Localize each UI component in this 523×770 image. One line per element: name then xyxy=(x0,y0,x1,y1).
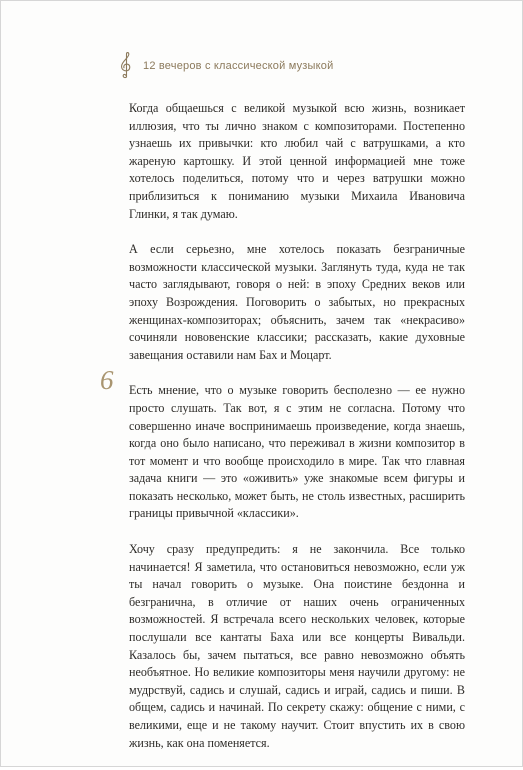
paragraph: Хочу сразу предупредить: я не закончила. Все только начинается! Я заметила, что остановиться невозможно, если уж ты начал говорить о музыке. Она поистине бездонна и безгранична, в отличие от наших очень ограниченных возможностей. Я встречала всего нескольких человек, которые послушали все кантаты Баха или все концерты Вивальди. Казалось бы, зачем пытаться, все равно невозможно объять необъятное. Но великие композиторы меня научили другому: не мудрствуй, садись и слушай, садись и играй, садись и пиши. В общем, садись и начинай. По секрету скажу: общение с ними, с великими, еще и не такому научит. Стоит впустить их в свою жизнь, как она поменяется. xyxy=(129,542,465,750)
treble-clef-icon xyxy=(119,51,133,79)
running-header-title: 12 вечеров с классической музыкой xyxy=(143,60,334,72)
paragraph: Есть мнение, что о музыке говорить бесполезно — ее нужно просто слушать. Так вот, я с этим не согласна. Потому что совершенно иначе воспринимаешь произведение, когда знаешь, когда оно было написано, что переживал в жизни композитор в тот момент и что вообще происходило в мире. Так что главная задача книги — это «оживить» уже знакомые всем фигуры и показать несколько, может быть, не столь известных, расширить границы привычной «классики». xyxy=(129,383,465,521)
page-number: 6 xyxy=(100,365,114,395)
paragraph: Когда общаешься с великой музыкой всю жизнь, возникает иллюзия, что ты лично знаком с композиторами. Постепенно узнаешь их привычки: кто любил чай с ватрушками, а кто жареную картошку. И этой ценной информацией мне тоже хотелось поделиться, потому что и через ватрушки можно приблизиться к пониманию музыки Михаила Ивановича Глинки, я так думаю. xyxy=(129,101,465,221)
body-text xyxy=(129,100,465,770)
paragraph: А если серьезно, мне хотелось показать безграничные возможности классической музыки. Заглянуть туда, куда не так часто заглядывают, говоря о ней: в эпоху Средних веков или эпоху Возрождения. Поговорить о забытых, но прекрасных женщинах-композиторах; объяснить, зачем так «некрасиво» сочиняли нововенские классики; рассказать, какие духовные завещания оставили нам Бах и Моцарт. xyxy=(129,242,465,362)
